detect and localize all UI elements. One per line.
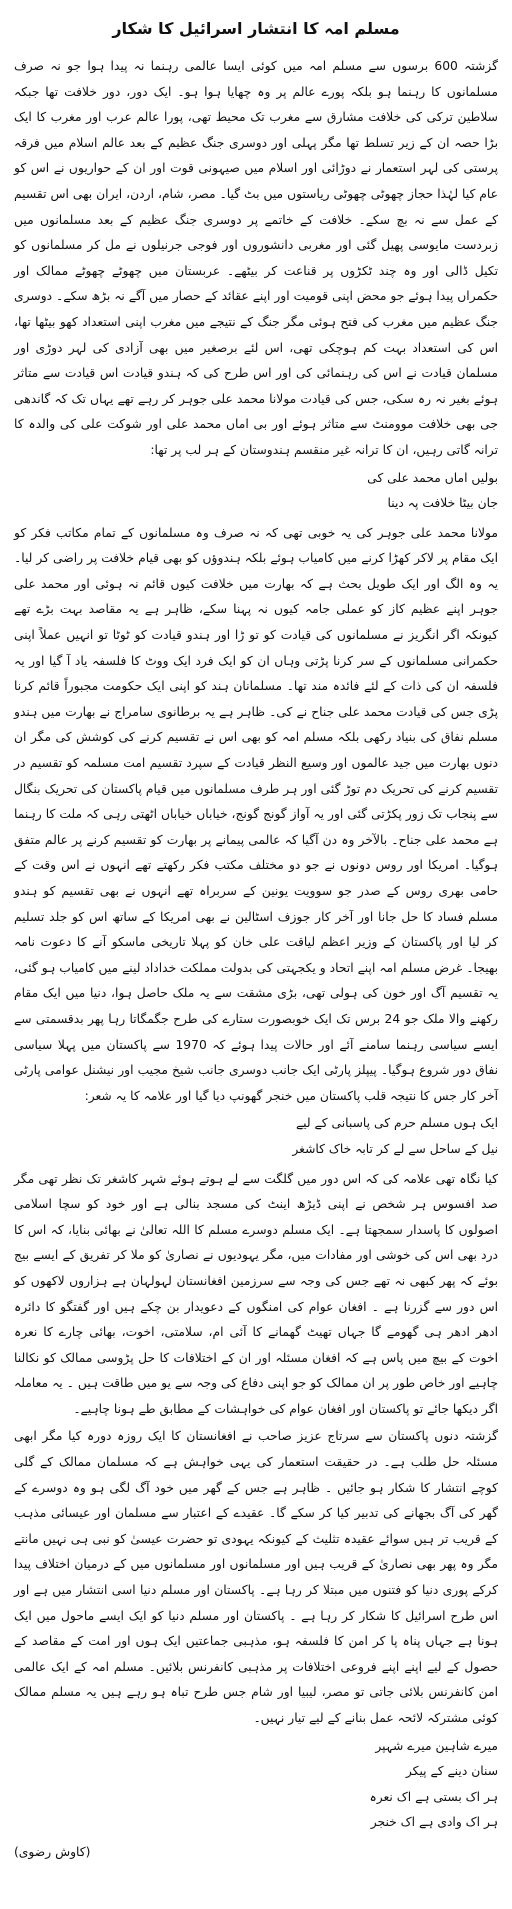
- verse-line: ہر اک وادی ہے اک خنجر: [370, 1815, 498, 1830]
- verse-line: میرے شاہین میرے شہپر: [375, 1738, 498, 1753]
- verse-line: جان بیٹا خلافت پہ دینا: [387, 496, 498, 511]
- article-title: مسلم امہ کا انتشار اسرائیل کا شکار: [112, 19, 400, 38]
- verse-line: ہر اک بستی ہے اک نعرہ: [369, 1789, 498, 1804]
- verse-line: بولیں اماں محمد علی کی: [367, 470, 498, 485]
- verse-block-1: [14, 466, 498, 517]
- paragraph-1: گزشتہ 600 برسوں سے مسلم امہ میں کوئی ایسا عالمی رہنما نہ پیدا ہوا جو نہ صرف مسلمانوں کا رہنما ہو بلکہ پورے عالم پر وہ چھایا ہوا ہو۔ ایک دور، دور خلافت تھا جبکہ سلاطین ترکی کی خلافت مشارق سے مغرب تک محیط تھی، پورا عالم عرب اور مغرب کا ایک بڑا حصہ ان کے زیر تسلط تھا مگر پہلی اور دوسری جنگ عظیم کے بعد عالم اسلام میں فرقہ پرستی کی لہر استعمار نے دوڑائی اور اسلام میں صیہونی قوت اور ان کے حواریوں نے اس کو عام کیا لہٰذا حجاز چھوٹی چھوٹی ریاستوں میں بٹ گیا۔ مصر، شام، اردن، ایران بھی اس تقسیم کے عمل سے نہ بچ سکے۔ خلافت کے خاتمے پر دوسری جنگ عظیم کے بعد مسلمانوں میں زبردست مایوسی پھیل گئی اور مغربی دانشوروں اور فوجی جرنیلوں نے مل کر مسلمانوں کو تکیل ڈالی اور وہ چند ٹکڑوں پر قناعت کر بیٹھے۔ عربستان میں چھوٹے چھوٹے ممالک اور حکمراں پیدا ہوئے جو محض اپنی قومیت اور اپنے عقائد کے حصار میں آگے نہ بڑھ سکے۔ دوسری جنگ عظیم میں مغرب کی فتح ہوئی مگر جنگ کے نتیجے میں مغرب اپنی استعداد کھو بیٹھا تھا، اس کی استعداد بہت کم ہوچکی تھی، اس لئے برصغیر میں بھی آزادی کی لہر دوڑی اور مسلمان قیادت نے اس کی رہنمائی کی اور اس طرح کی کہ ہندو قیادت اس قیادت سے متاثر ہوئے بغیر نہ رہ سکی، جس کی قیادت مولانا محمد علی جوہر کر رہے تھے یہاں تک کہ گاندھی جی بھی خلافت موومنٹ سے متاثر ہوئے اور بی اماں محمد علی اور شوکت علی کی والدہ کا ترانہ گاتی رہیں، ان کا ترانہ غیر منقسم ہندوستان کے ہر لب پر تھا:: [14, 59, 498, 457]
- paragraph-2: مولانا محمد علی جوہر کی یہ خوبی تھی کہ نہ صرف وہ مسلمانوں کے تمام مکاتب فکر کو ایک مقام پر لاکر کھڑا کرنے میں کامیاب ہوئے بلکہ ہندوؤں کو بھی قیام خلافت پر راضی کر لیا۔ یہ وہ الگ اور ایک طویل بحث ہے کہ بھارت میں خلافت کیوں قائم نہ ہوئی اور محمد علی جوہر اپنے عظیم کاز کو عملی جامہ کیوں نہ پہنا سکے، ظاہر ہے یہ مقاصد بہت بڑے تھے کیونکہ اگر انگریز نے مسلمانوں کی قیادت کو تو ڑا اور ہندو قیادت کو ٹوٹا تو انہیں عملاً اپنی حکمرانی مسلمانوں کے سر کرنا پڑتی وہاں ان کو ایک فرد ایک ووٹ کا فلسفہ یاد آ گیا اور یہ فلسفہ ان کی ذات کے لئے فائدہ مند تھا۔ مسلمانان ہند کو اپنی ایک حکومت مجبوراً قائم کرنا پڑی جس کی قیادت محمد علی جناح نے کی۔ ظاہر ہے یہ برطانوی سامراج نے بھارت میں ہندو مسلم نفاق کی بنیاد رکھی بلکہ مسلم امہ کو بھی اس نے تقسیم کرنے کی کوشش کی مگر ان دنوں بھارت میں جید عالموں اور وسیع النظر قیادت کے سپرد تقسیم امت مسلمہ کو تقسیم در تقسیم کرنے کی تحریک دم توڑ گئی اور ہر طرف مسلمانوں میں قیام پاکستان کی تحریک بنگال سے پنجاب تک زور پکڑتی گئی اور یہ آواز گونج گونج، خیاباں خیاباں اٹھتی رہی کہ ملت کا رہنما ہے محمد علی جناح۔ بالآخر وہ دن آگیا کہ عالمی پیمانے پر بھارت کو تقسیم کرنے پر عالم متفق ہوگیا۔ امریکا اور روس دونوں نے جو دو مختلف مکتب فکر رکھتے تھے انہوں نے اس وقت کے حامی بھری روس کے صدر جو سوویت یونین کے سربراہ تھے انہوں نے بھی تقسیم کو ہندو مسلم فساد کا حل جانا اور آخر کار جوزف اسٹالین نے بھی امریکا کے ساتھ اس کو جلد تسلیم کر لیا اور پاکستان کے وزیر اعظم لیاقت علی خان کو پہلا تاریخی ماسکو آنے کا دعوت نامہ بھیجا۔ غرض مسلم امہ اپنے اتحاد و یکجہتی کی بدولت مملکت خداداد لینے میں کامیاب ہو گئی، یہ تقسیم آگ اور خون کی ہولی تھی، بڑی مشقت سے یہ ملک حاصل ہوا، دنیا میں ایک مقام رکھنے والا ملک جو 24 برس تک ایک خوبصورت ستارے کی طرح جگمگاتا رہا پھر بدقسمتی سے ایسے سیاسی رہنما سامنے آئے اور حالات پیدا ہوئے کہ 1970 سے پاکستان میں پہلا سیاسی نفاق دور شروع ہوگیا۔ پیپلز پارٹی ایک جانب دوسری جانب شیخ مجیب اور نیشنل عوامی پارٹی آخر کار جس کا نتیجہ قلب پاکستان میں خنجر گھونپ دیا گیا اور علامہ کا یہ شعر:: [14, 525, 498, 1103]
- author-name: (کاوش رضوی): [14, 1844, 91, 1859]
- verse-block-2: [14, 1111, 498, 1162]
- verse-line: سنان دینے کے پیکر: [405, 1764, 498, 1779]
- verse-block-3: [14, 1734, 498, 1836]
- paragraph-4: گزشتہ دنوں پاکستان سے سرتاج عزیز صاحب نے افغانستان کا ایک روزہ دورہ کیا مگر ابھی مسئلہ حل طلب ہے۔ در حقیقت استعمار کی یہی خواہش ہے کہ مسلمان ممالک کے گلی کوچے انتشار کا شکار ہو جائیں ۔ ظاہر ہے جس کے گھر میں خود آگ لگی ہو وہ دوسرے کے گھر کی آگ بجھانے کی تدبیر کیا کر سکے گا۔ عقیدے کے اعتبار سے مسلمان اور عیسائی مذہب کے قریب تر ہیں سوائے عقیدہ تثلیث کے کیونکہ یہودی تو حضرت عیسیٰ کو نبی ہی نہیں مانتے مگر وہ پھر بھی نصاریٰ کے قریب ہیں اور مسلمانوں اور مسلمانوں میں کے درمیان اختلاف پیدا کرکے پوری دنیا کو فتنوں میں مبتلا کر رہا ہے۔ پاکستان اور مسلم دنیا اسی انتشار میں ہے اور اس طرح اسرائیل کا شکار کر رہا ہے ۔ پاکستان اور مسلم دنیا کو ایک ایسے ماحول میں ایک ہونا ہے جہاں پناہ پا کر امن کا فلسفہ ہو، مذہبی جماعتیں ایک ہوں اور امت کے مقاصد کے حصول کے لیے اپنے اپنے فروعی اختلافات پر مذہبی کانفرنس بلائیں۔ مسلم امہ کے ایک عالمی امن کانفرنس بلائی جاتی تو مصر، لیبیا اور شام جس طرح تباہ ہو رہے ہیں یہ مسلم ممالک کوئی مشترکہ لائحہ عمل بنانے کے لیے تیار نہیں۔: [14, 1429, 498, 1725]
- verse-line: ایک ہوں مسلم حرم کی پاسبانی کے لیے: [295, 1116, 498, 1131]
- paragraph-3: کیا نگاہ تھی علامہ کی کہ اس دور میں گلگت سے لے ہوتے ہوئے شہر کاشغر تک نظر تھی مگر صد افسوس ہر شخص نے اپنی ڈیڑھ اینٹ کی مسجد بنالی ہے اور خود کو سچا اسلامی اصولوں کا پاسدار سمجھتا ہے۔ ایک مسلم دوسرے مسلم کا اللہ تعالیٰ نے بھائی بنایا، کہ اس کا درد بھی اس کی خوشی اور مفادات میں، مگر یہودیوں نے نصاریٰ کو ملا کر تفریق کے ایسے بیج بوئے کہ پھر کبھی نہ تھے جس کی وجہ سے سرزمین افغانستان لہولہان ہے ہزاروں لاکھوں کو اس دور سے گزرنا ہے ۔ افغان عوام کی امنگوں کے دعویدار بن چکے ہیں اور گفتگو کا دائرہ ادھر ادھر ہی گھومے گا جہاں تھیٹ گھمانے کا آئی ام، سلامتی، اخوت، بھائی چارے کا نعرہ اخوت کے بیچ میں پاس ہے کہ افغان مسئلہ اور ان کے اختلافات کا حل پڑوسی ممالک کو نکالنا چاہیے اور خاص طور پر ان ممالک کو جو اپنی دفاع کی وجہ سے یو میں طاقت ہیں ۔ یہ معاملہ اگر دیکھا جائے تو پاکستان اور افغان عوام کی خواہشات کے مطابق طے ہونا چاہیے۔: [14, 1171, 498, 1416]
- verse-line: نیل کے ساحل سے لے کر تابہ خاک کاشغر: [292, 1141, 498, 1156]
